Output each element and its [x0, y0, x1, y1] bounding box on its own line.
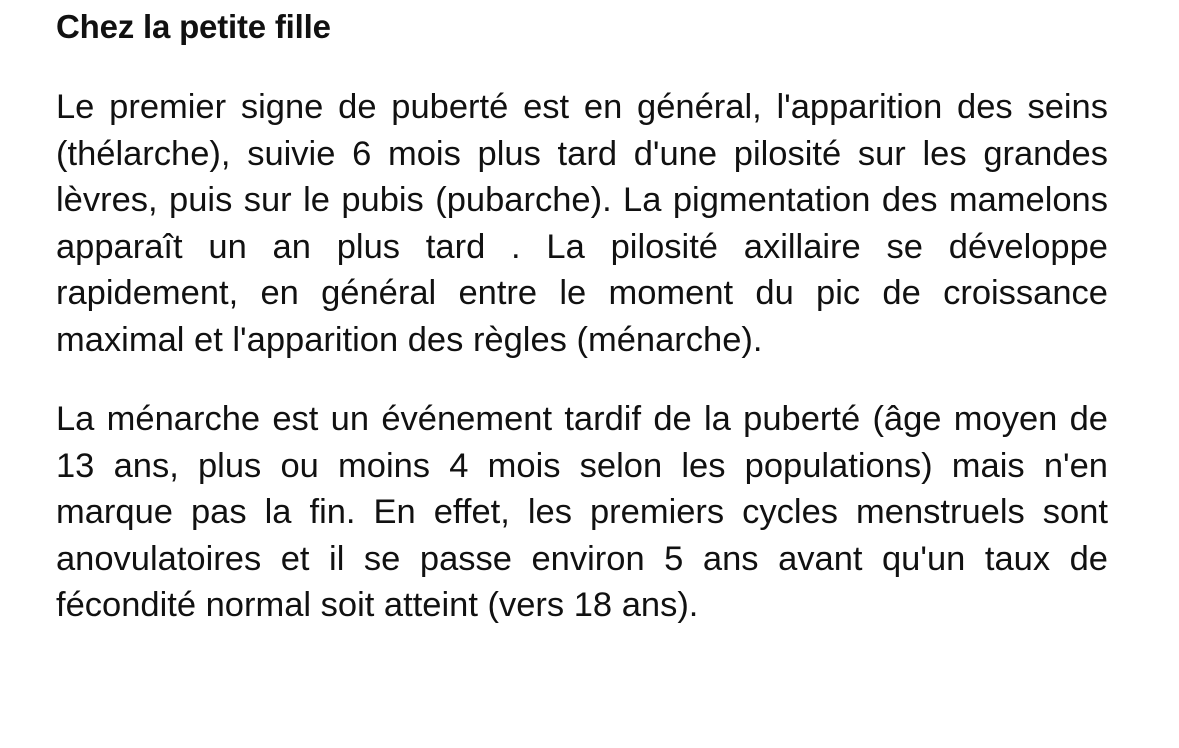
paragraph-puberty-signs: Le premier signe de puberté est en général, l'apparition des seins (thélarche), suivie 6 mois plus tard d'une pilosité sur les grandes lèvres, puis sur le pubis (pubarche). La pigmentation des mamelons apparaît un an plus tard . La pilosité axillaire se développe rapidement, en général entre le moment du pic de croissance maximal et l'apparition des règles (ménarche).: [56, 88, 1108, 359]
section-heading: Chez la petite fille: [56, 8, 331, 45]
document-body: [56, 0, 1108, 629]
paragraph-menarche: La ménarche est un événement tardif de la puberté (âge moyen de 13 ans, plus ou moins 4 mois selon les populations) mais n'en marque pas la fin. En effet, les premiers cycles menstruels sont anovulatoires et il se passe environ 5 ans avant qu'un taux de fécondité normal soit atteint (vers 18 ans).: [56, 400, 1108, 624]
